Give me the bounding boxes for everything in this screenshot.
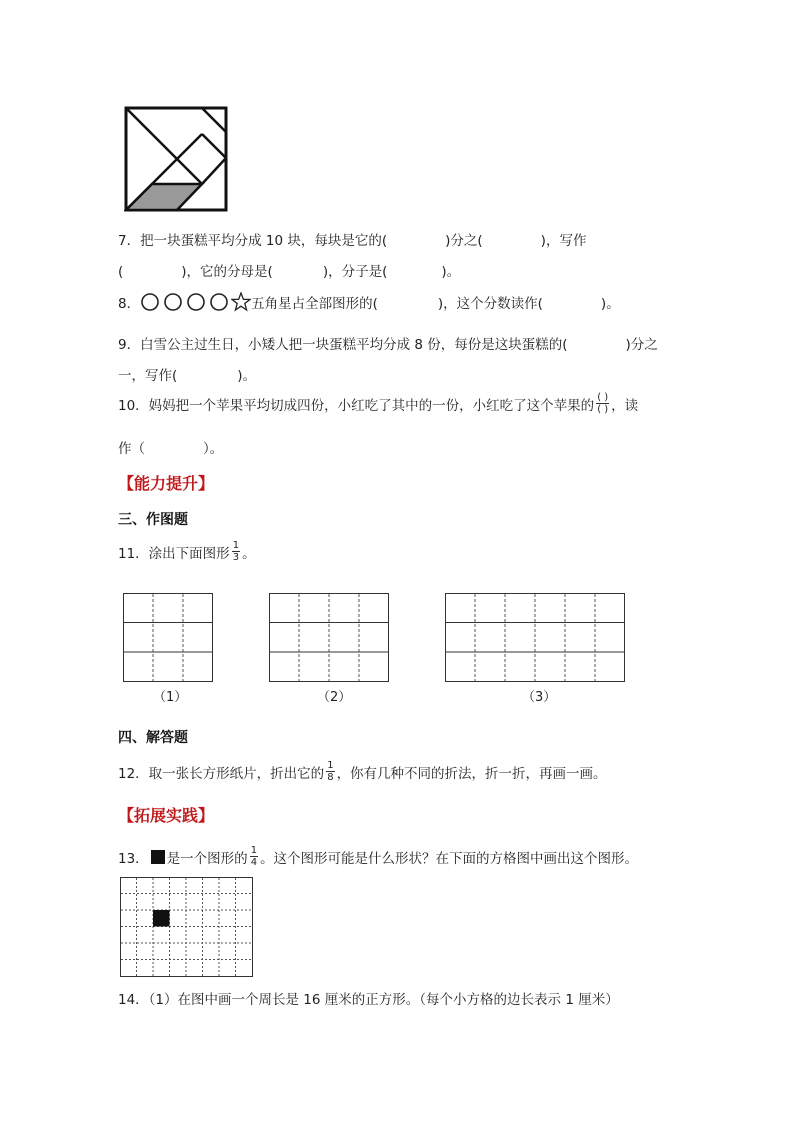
text: 12．取一张长方形纸片，折出它的 — [118, 765, 325, 782]
circle-icon — [140, 292, 160, 312]
fraction-denominator: 4 — [250, 857, 258, 868]
fraction-denominator: 3 — [232, 552, 240, 563]
grid-figure-3[interactable] — [445, 593, 626, 683]
question-11 — [118, 540, 256, 563]
question-7-line-1 — [118, 229, 586, 249]
question-13: 13． 是一个图形的 $\frac{1}{4}$ 。这个图形可能是什么形状？在下面的方格图中画出这个图形。 — [118, 845, 639, 868]
text: )，写作 — [540, 233, 587, 249]
grid-caption-1: （1） — [153, 690, 188, 705]
fraction-blank[interactable] — [596, 392, 609, 415]
fraction-numerator: ( ) — [597, 392, 609, 403]
fraction — [326, 760, 334, 783]
text: 7．把一块蛋糕平均分成 10 块，每块是它的( — [118, 233, 388, 249]
grid-caption-2: （2） — [317, 690, 352, 705]
grid-figure-1[interactable] — [123, 593, 214, 683]
circle-icon — [163, 292, 183, 312]
question-10-line-2 — [118, 437, 223, 457]
text: ）。 — [203, 441, 224, 457]
text: 作（ — [118, 441, 145, 457]
text: )。 — [441, 264, 461, 280]
grid-caption-3: （3） — [522, 690, 557, 705]
question-9-line-2 — [118, 364, 256, 384]
text: 。 — [242, 545, 256, 562]
fraction-numerator: 1 — [232, 540, 240, 551]
grid-figure-2[interactable] — [269, 593, 390, 683]
question-10-line-1 — [118, 392, 638, 415]
fraction — [232, 540, 240, 563]
text: )分之( — [445, 233, 483, 249]
section-heading-drawing: 三、作图题 — [118, 512, 188, 528]
question-14: 14．（1）在图中画一个周长是 16 厘米的正方形。（每个小方格的边长表示 1 厘米） — [118, 992, 619, 1008]
question-12 — [118, 760, 607, 783]
text: 9．白雪公主过生日，小矮人把一块蛋糕平均分成 8 份，每份是这块蛋糕的( — [118, 337, 568, 353]
text: 是一个图形的 — [166, 850, 248, 867]
dotted-grid[interactable] — [120, 877, 254, 978]
text: 。这个图形可能是什么形状？在下面的方格图中画出这个图形。 — [260, 850, 639, 867]
section-heading-answers: 四、解答题 — [118, 730, 188, 746]
fraction-denominator: ( ) — [597, 404, 609, 415]
star-icon — [231, 292, 251, 312]
text: )，这个分数读作( — [437, 296, 543, 312]
tangram-figure — [124, 106, 228, 212]
text: 11．涂出下面图形 — [118, 545, 230, 562]
section-heading-expand: 【拓展实践】 — [118, 806, 215, 825]
black-square-icon — [151, 850, 165, 864]
circle-icon — [186, 292, 206, 312]
filled-cell — [153, 910, 170, 927]
text: ，你有几种不同的折法，折一折，再画一画。 — [336, 765, 607, 782]
question-number: 8． — [118, 296, 141, 312]
text: 五角星占全部图形的( — [251, 296, 378, 312]
fraction — [250, 845, 258, 868]
text: 10．妈妈把一个苹果平均切成四份，小红吃了其中的一份，小红吃了这个苹果的 — [118, 397, 595, 414]
text: )，它的分母是( — [181, 264, 273, 280]
fraction-numerator: 1 — [250, 845, 258, 856]
text: )分之 — [625, 337, 658, 353]
text: ，读 — [611, 397, 639, 414]
text: 一，写作( — [118, 368, 178, 384]
section-heading-ability: 【能力提升】 — [118, 474, 215, 493]
fraction-numerator: 1 — [327, 760, 334, 771]
circle-icon — [209, 292, 229, 312]
question-7-line-2 — [118, 260, 460, 280]
text: )，分子是( — [322, 264, 388, 280]
text: ( — [118, 264, 124, 280]
fraction-denominator: 8 — [327, 772, 334, 783]
text: )。 — [600, 296, 620, 312]
question-9-line-1 — [118, 333, 658, 353]
question-8 — [118, 292, 620, 312]
text: )。 — [237, 368, 257, 384]
